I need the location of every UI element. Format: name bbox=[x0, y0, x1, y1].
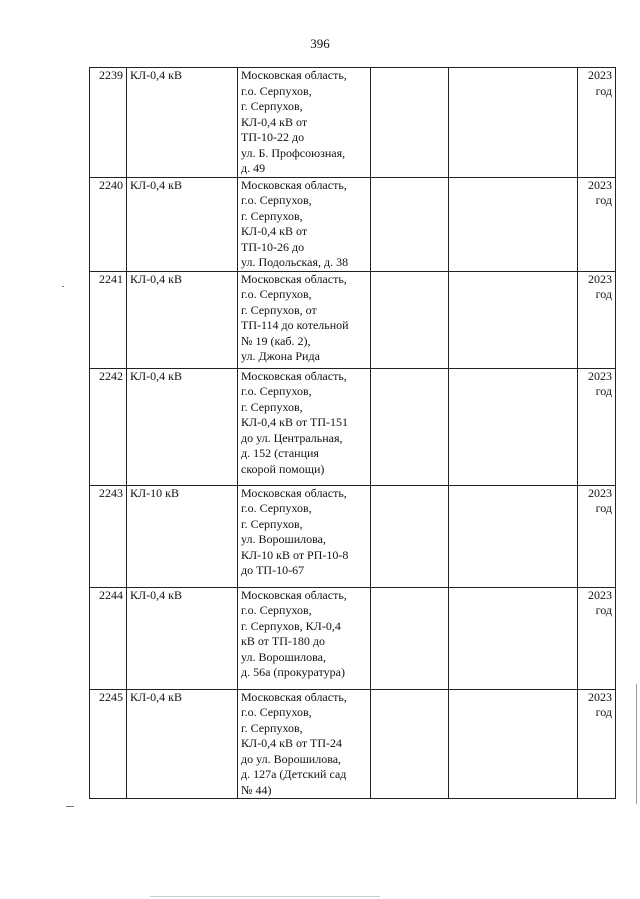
row-number: 2242 bbox=[99, 368, 123, 383]
row-number: 2239 bbox=[99, 68, 123, 82]
row-number: 2241 bbox=[99, 271, 123, 286]
table-row bbox=[90, 485, 616, 587]
empty-cell bbox=[371, 68, 449, 178]
year-value: 2023 bbox=[588, 177, 612, 192]
address-line: г. Серпухов, bbox=[241, 99, 303, 113]
empty-cell bbox=[371, 689, 449, 799]
table-row bbox=[90, 68, 616, 178]
line-type: КЛ-0,4 кВ bbox=[130, 68, 182, 82]
empty-cell bbox=[449, 368, 578, 485]
address-line: № 44) bbox=[241, 782, 272, 797]
address-line: г.о. Серпухов, bbox=[241, 287, 312, 301]
scan-mark-bottom bbox=[150, 896, 380, 897]
address-line: кВ от ТП-180 до bbox=[241, 634, 326, 648]
row-number: 2243 bbox=[99, 485, 123, 500]
address-line: Московская область, bbox=[241, 368, 347, 383]
address-cell bbox=[238, 485, 371, 587]
page-number: 396 bbox=[310, 36, 330, 51]
address-line: ул. Б. Профсоюзная, bbox=[241, 145, 346, 160]
address-line: КЛ-0,4 кВ от ТП-24 bbox=[241, 736, 343, 750]
address-line: г. Серпухов, bbox=[241, 720, 303, 735]
scan-mark-left bbox=[62, 286, 64, 287]
scan-mark-bottom-left bbox=[66, 806, 74, 807]
table-row bbox=[90, 689, 616, 799]
year-cell bbox=[578, 68, 616, 178]
address-line: до ул. Ворошилова, bbox=[241, 751, 342, 766]
address-line: г. Серпухов, от bbox=[241, 302, 317, 317]
row-number: 2244 bbox=[99, 587, 123, 602]
empty-cell bbox=[371, 587, 449, 689]
address-line: Московская область, bbox=[241, 689, 347, 704]
address-line: г.о. Серпухов, bbox=[241, 501, 312, 515]
address-line: г.о. Серпухов, bbox=[241, 603, 312, 617]
table-row bbox=[90, 368, 616, 485]
address-line: КЛ-0,4 кВ от bbox=[241, 224, 308, 238]
address-line: ул. Ворошилова, bbox=[241, 532, 326, 546]
address-line: до ТП-10-67 bbox=[241, 563, 305, 577]
address-line: скорой помощи) bbox=[241, 461, 325, 476]
line-type-cell bbox=[127, 689, 238, 799]
address-line: г.о. Серпухов, bbox=[241, 705, 312, 719]
empty-cell bbox=[371, 177, 449, 271]
address-line: Московская область, bbox=[241, 587, 347, 602]
line-type: КЛ-10 кВ bbox=[130, 485, 179, 500]
line-type-cell bbox=[127, 368, 238, 485]
address-line: ТП-10-26 до bbox=[241, 239, 305, 254]
address-line: д. 56а (прокуратура) bbox=[241, 665, 345, 679]
address-line: г.о. Серпухов, bbox=[241, 193, 312, 207]
year-value: 2023 bbox=[588, 271, 612, 286]
address-line: № 19 (каб. 2), bbox=[241, 333, 311, 348]
address-line: ул. Джона Рида bbox=[241, 349, 320, 363]
empty-cell bbox=[449, 177, 578, 271]
year-unit: год bbox=[595, 705, 612, 719]
empty-cell bbox=[449, 485, 578, 587]
year-value: 2023 bbox=[588, 587, 612, 602]
line-type-cell bbox=[127, 68, 238, 178]
year-cell bbox=[578, 271, 616, 368]
year-unit: год bbox=[595, 193, 612, 207]
line-type: КЛ-0,4 кВ bbox=[130, 587, 182, 602]
table-row bbox=[90, 271, 616, 368]
line-type: КЛ-0,4 кВ bbox=[130, 177, 182, 192]
year-unit: год bbox=[595, 287, 612, 301]
line-type-cell bbox=[127, 587, 238, 689]
address-line: г.о. Серпухов, bbox=[241, 384, 312, 398]
address-line: г. Серпухов, bbox=[241, 399, 303, 414]
address-cell bbox=[238, 368, 371, 485]
year-value: 2023 bbox=[588, 368, 612, 383]
address-line: г. Серпухов, bbox=[241, 516, 303, 531]
table-row bbox=[90, 177, 616, 271]
year-value: 2023 bbox=[588, 485, 612, 500]
address-line: ул. Подольская, д. 38 bbox=[241, 255, 349, 269]
table-row bbox=[90, 587, 616, 689]
row-number-cell bbox=[90, 368, 127, 485]
address-line: ТП-114 до котельной bbox=[241, 318, 349, 332]
row-number-cell bbox=[90, 587, 127, 689]
address-line: г.о. Серпухов, bbox=[241, 83, 312, 98]
scan-mark-right bbox=[636, 684, 637, 804]
address-line: ул. Ворошилова, bbox=[241, 649, 326, 664]
empty-cell bbox=[449, 587, 578, 689]
address-cell bbox=[238, 271, 371, 368]
address-line: Московская область, bbox=[241, 485, 347, 500]
empty-cell bbox=[449, 271, 578, 368]
row-number: 2240 bbox=[99, 177, 123, 192]
address-line: КЛ-0,4 кВ от ТП-151 bbox=[241, 415, 349, 429]
address-line: КЛ-0,4 кВ от bbox=[241, 114, 308, 129]
year-cell bbox=[578, 177, 616, 271]
address-line: г. Серпухов, bbox=[241, 208, 303, 223]
empty-cell bbox=[371, 368, 449, 485]
year-unit: год bbox=[595, 83, 612, 98]
year-unit: год bbox=[595, 501, 612, 515]
year-value: 2023 bbox=[588, 68, 612, 82]
address-line: Московская область, bbox=[241, 177, 347, 192]
empty-cell bbox=[449, 689, 578, 799]
address-line: д. 152 (станция bbox=[241, 446, 319, 460]
empty-cell bbox=[371, 271, 449, 368]
line-type-cell bbox=[127, 177, 238, 271]
line-type: КЛ-0,4 кВ bbox=[130, 368, 182, 383]
address-cell bbox=[238, 68, 371, 178]
year-cell bbox=[578, 587, 616, 689]
address-line: д. 49 bbox=[241, 161, 266, 175]
address-line: Московская область, bbox=[241, 271, 347, 286]
row-number-cell bbox=[90, 68, 127, 178]
year-cell bbox=[578, 368, 616, 485]
address-line: Московская область, bbox=[241, 68, 347, 82]
address-line: ТП-10-22 до bbox=[241, 130, 305, 144]
registry-body bbox=[90, 68, 616, 799]
year-cell bbox=[578, 689, 616, 799]
registry-table bbox=[89, 67, 616, 799]
address-cell bbox=[238, 689, 371, 799]
address-line: д. 127а (Детский сад bbox=[241, 767, 347, 781]
year-value: 2023 bbox=[588, 689, 612, 704]
row-number: 2245 bbox=[99, 689, 123, 704]
empty-cell bbox=[371, 485, 449, 587]
row-number-cell bbox=[90, 689, 127, 799]
year-unit: год bbox=[595, 603, 612, 617]
row-number-cell bbox=[90, 271, 127, 368]
empty-cell bbox=[449, 68, 578, 178]
line-type: КЛ-0,4 кВ bbox=[130, 689, 182, 704]
year-unit: год bbox=[595, 384, 612, 398]
address-line: КЛ-10 кВ от РП-10-8 bbox=[241, 547, 349, 562]
address-cell bbox=[238, 587, 371, 689]
address-line: г. Серпухов, КЛ-0,4 bbox=[241, 618, 341, 633]
address-line: до ул. Центральная, bbox=[241, 430, 343, 445]
line-type-cell bbox=[127, 271, 238, 368]
row-number-cell bbox=[90, 485, 127, 587]
row-number-cell bbox=[90, 177, 127, 271]
address-cell bbox=[238, 177, 371, 271]
line-type: КЛ-0,4 кВ bbox=[130, 271, 182, 286]
line-type-cell bbox=[127, 485, 238, 587]
year-cell bbox=[578, 485, 616, 587]
